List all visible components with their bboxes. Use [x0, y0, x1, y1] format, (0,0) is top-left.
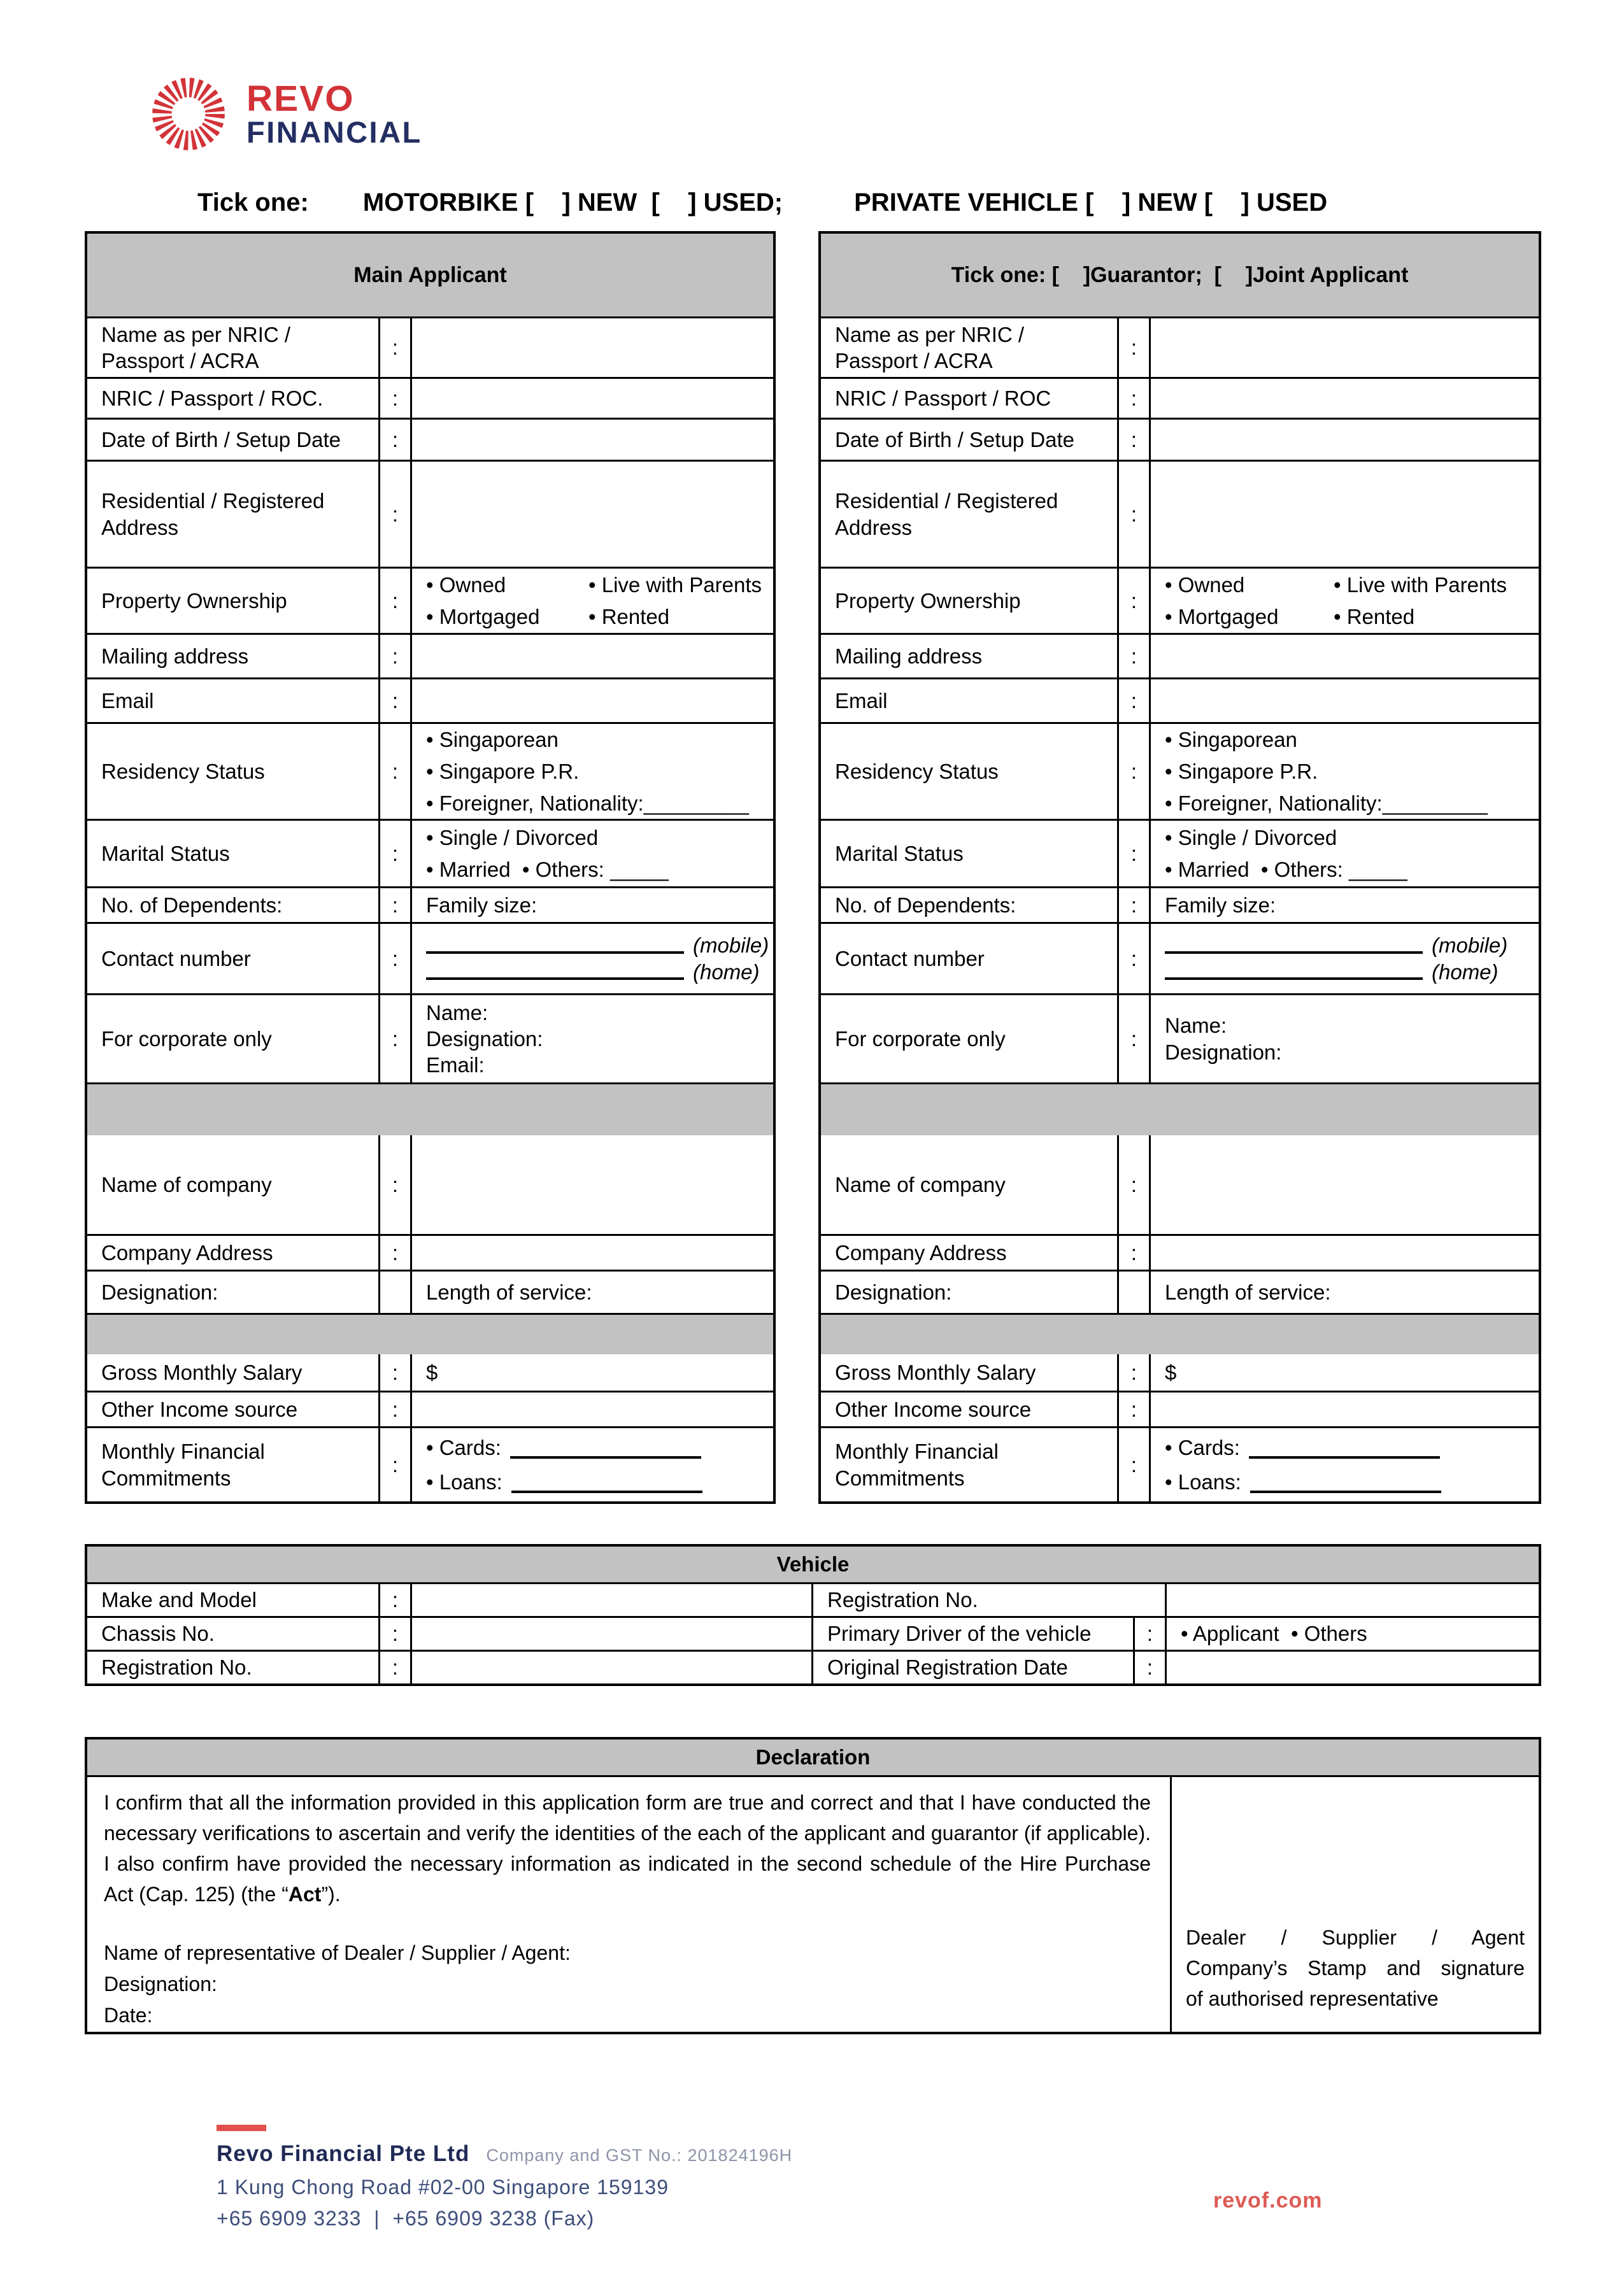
designation-label: Designation:	[835, 1280, 952, 1304]
colon: :	[378, 462, 410, 567]
other-income-label: Other Income source	[835, 1397, 1032, 1421]
row-dependents	[87, 886, 773, 922]
row-marital	[821, 819, 1539, 886]
mobile-write-line[interactable]	[1165, 951, 1423, 954]
company-address-label: Company Address	[101, 1240, 273, 1265]
colon: :	[378, 1392, 410, 1426]
footer-accent-dash	[217, 2125, 266, 2131]
residency-label: Residency Status	[835, 759, 999, 783]
employment-header	[87, 1084, 773, 1135]
designation-label: Designation:	[101, 1280, 218, 1304]
cards-write-line[interactable]	[510, 1456, 701, 1459]
financial-header	[821, 1315, 1539, 1354]
loans-label: • Loans:	[426, 1470, 502, 1494]
row-designation	[821, 1270, 1539, 1313]
contact-label: Contact number	[101, 946, 251, 970]
corporate-label: For corporate only	[101, 1026, 272, 1051]
mobile-write-line[interactable]	[426, 951, 684, 954]
opt-foreigner[interactable]: • Foreigner, Nationality:_________	[426, 791, 749, 815]
colon: :	[1117, 1428, 1149, 1501]
rep-date-line[interactable]: Date:	[104, 2004, 153, 2027]
colon: :	[378, 1584, 410, 1616]
row-mailing	[821, 633, 1539, 677]
declaration-header-row	[87, 1740, 1539, 1775]
colon: :	[378, 924, 410, 993]
mailing-label: Mailing address	[101, 644, 249, 668]
footer-company-line	[217, 2141, 1535, 2167]
home-tag: (home)	[693, 960, 760, 984]
mailing-field[interactable]	[410, 635, 773, 677]
dependents-label: No. of Dependents:	[835, 893, 1016, 917]
footer-address: 1 Kung Chong Road #02-00 Singapore 159139	[217, 2176, 669, 2199]
colon: :	[378, 1236, 410, 1270]
colon: :	[378, 569, 410, 633]
corporate-name[interactable]: Name:	[1165, 1014, 1227, 1038]
financial-header	[87, 1315, 773, 1354]
address-label: Residential / Registered Address	[835, 489, 1058, 539]
email-field[interactable]	[1149, 679, 1539, 722]
email-label: Email	[101, 688, 154, 712]
registration-field[interactable]	[410, 1652, 811, 1683]
vehicle-table	[85, 1544, 1541, 1686]
row-address	[87, 460, 773, 567]
row-dependents	[821, 886, 1539, 922]
opt-singapore-pr[interactable]: • Singapore P.R.	[426, 759, 580, 783]
opt-owned[interactable]: • Owned	[1165, 572, 1245, 597]
company-field[interactable]	[410, 1135, 773, 1234]
mailing-field[interactable]	[1149, 635, 1539, 677]
applicant-tables	[85, 231, 1624, 1504]
family-size-field[interactable]: Family size:	[1149, 888, 1539, 922]
row-dob	[87, 418, 773, 460]
row-property-ownership	[87, 567, 773, 633]
opt-live-with-parents[interactable]: • Live with Parents	[1334, 572, 1507, 597]
opt-single-divorced[interactable]: • Single / Divorced	[426, 825, 599, 849]
vehicle-type-tick-line	[0, 188, 1624, 217]
row-name	[87, 316, 773, 377]
company-label: Name of company	[835, 1172, 1006, 1196]
cards-label: • Cards:	[1165, 1435, 1240, 1459]
corporate-designation[interactable]: Designation:	[1165, 1040, 1282, 1064]
colon: :	[378, 379, 410, 418]
commitments-fields	[410, 1428, 773, 1501]
logo-line-financial: FINANCIAL	[246, 115, 422, 150]
opt-married-others[interactable]: • Married • Others: _____	[1165, 857, 1407, 881]
financial-header-row	[821, 1313, 1539, 1352]
act-bold: Act	[288, 1883, 322, 1906]
row-designation	[87, 1270, 773, 1313]
company-field[interactable]	[1149, 1135, 1539, 1234]
page-footer	[217, 2125, 1535, 2230]
chassis-field[interactable]	[410, 1618, 811, 1650]
row-make-model	[87, 1582, 1539, 1616]
opt-mortgaged[interactable]: • Mortgaged	[1165, 604, 1279, 628]
opt-live-with-parents[interactable]: • Live with Parents	[588, 572, 762, 597]
colon: :	[1117, 1236, 1149, 1270]
tick-one-label: Tick one:	[197, 188, 309, 216]
marital-label: Marital Status	[101, 841, 230, 865]
colon: :	[378, 318, 410, 377]
corporate-email[interactable]: Email:	[426, 1053, 485, 1077]
private-vehicle-checkboxes[interactable]: PRIVATE VEHICLE [ ] NEW [ ] USED	[854, 188, 1328, 216]
row-name	[821, 316, 1539, 377]
mobile-tag: (mobile)	[1432, 933, 1508, 958]
colon-empty	[378, 1272, 410, 1313]
colon: :	[378, 995, 410, 1082]
representative-lines	[104, 1938, 1151, 2031]
length-of-service-field[interactable]: Length of service:	[1149, 1272, 1539, 1313]
registration-no-field[interactable]	[1165, 1584, 1539, 1616]
colon: :	[1117, 379, 1149, 418]
vehicle-header-row	[87, 1547, 1539, 1582]
employment-header-row	[87, 1082, 773, 1133]
row-other-income	[87, 1391, 773, 1426]
opt-singaporean[interactable]: • Singaporean	[426, 727, 559, 751]
orig-reg-date-field[interactable]	[1165, 1652, 1539, 1683]
registration-no-label: Registration No.	[811, 1584, 1165, 1616]
corporate-fields[interactable]	[1149, 995, 1539, 1082]
colon: :	[1117, 924, 1149, 993]
rep-name-line[interactable]: Name of representative of Dealer / Supplier / Agent:	[104, 1941, 571, 1964]
declaration-table	[85, 1737, 1541, 2034]
vehicle-header: Vehicle	[87, 1547, 1539, 1582]
row-email	[87, 677, 773, 722]
cards-write-line[interactable]	[1249, 1456, 1440, 1459]
nric-label: NRIC / Passport / ROC.	[101, 386, 324, 410]
financial-header-row	[87, 1313, 773, 1352]
opt-owned[interactable]: • Owned	[426, 572, 506, 597]
declaration-body	[87, 1775, 1539, 2032]
main-applicant-table	[85, 231, 776, 1504]
declaration-text-cell	[87, 1777, 1170, 2032]
row-chassis	[87, 1616, 1539, 1650]
corporate-name[interactable]: Name:	[426, 1000, 488, 1024]
starburst-icon	[150, 75, 227, 153]
length-of-service-field[interactable]: Length of service:	[410, 1272, 773, 1313]
property-options[interactable]	[410, 569, 773, 633]
colon: :	[1117, 679, 1149, 722]
property-label: Property Ownership	[835, 588, 1021, 613]
company-label: Name of company	[101, 1172, 272, 1196]
stamp-cell[interactable]: Dealer / Supplier / Agent Company’s Stamp and signature of authorised representative	[1170, 1777, 1539, 2032]
guarantor-header[interactable]: Tick one: [ ]Guarantor; [ ]Joint Applicant	[821, 234, 1539, 316]
salary-field[interactable]: $	[410, 1354, 773, 1391]
nric-field[interactable]	[410, 379, 773, 418]
row-nric	[821, 377, 1539, 418]
main-applicant-header: Main Applicant	[87, 234, 773, 316]
make-model-field[interactable]	[410, 1584, 811, 1616]
row-marital	[87, 819, 773, 886]
other-income-field[interactable]	[1149, 1392, 1539, 1426]
row-commitments	[87, 1426, 773, 1501]
colon: :	[1117, 1135, 1149, 1234]
colon: :	[378, 1428, 410, 1501]
address-label: Residential / Registered Address	[101, 489, 325, 539]
row-company-address	[821, 1234, 1539, 1270]
chassis-label: Chassis No.	[101, 1622, 215, 1646]
opt-mortgaged[interactable]: • Mortgaged	[426, 604, 540, 628]
name-field[interactable]	[1149, 318, 1539, 377]
commitments-label: Monthly Financial Commitments	[835, 1440, 999, 1490]
contact-label: Contact number	[835, 946, 985, 970]
dob-field[interactable]	[1149, 420, 1539, 460]
row-contact	[821, 922, 1539, 993]
contact-fields	[1149, 924, 1539, 993]
name-label: Name as per NRIC / Passport / ACRA	[835, 322, 1025, 372]
employment-header-row	[821, 1082, 1539, 1133]
colon: :	[378, 679, 410, 722]
dob-field[interactable]	[410, 420, 773, 460]
residency-options[interactable]	[1149, 724, 1539, 819]
opt-singaporean[interactable]: • Singaporean	[1165, 727, 1297, 751]
colon: :	[378, 1354, 410, 1391]
main-applicant-header-row	[87, 234, 773, 316]
loans-label: • Loans:	[1165, 1470, 1241, 1494]
commitments-fields	[1149, 1428, 1539, 1501]
footer-gst: Company and GST No.: 201824196H	[486, 2146, 793, 2165]
salary-field[interactable]: $	[1149, 1354, 1539, 1391]
salary-label: Gross Monthly Salary	[101, 1360, 303, 1384]
colon: :	[378, 724, 410, 819]
colon: :	[1117, 318, 1149, 377]
declaration-paragraph: I confirm that all the information provided in this application form are true and correct and that I have conducted the necessary verifications to ascertain and verify the identities of the each of the applicant and guarantor (if applicable). I also confirm have provided the necessary information as indicated in the second schedule of the Hire Purchase Act (Cap. 125) (the “Act”).	[104, 1791, 1151, 1906]
orig-reg-date-label: Original Registration Date	[811, 1652, 1133, 1683]
guarantor-header-row	[821, 234, 1539, 316]
colon: :	[1133, 1618, 1165, 1650]
mobile-tag: (mobile)	[693, 933, 769, 958]
row-email	[821, 677, 1539, 722]
row-company	[87, 1133, 773, 1234]
nric-label: NRIC / Passport / ROC	[835, 386, 1051, 410]
row-corporate	[821, 993, 1539, 1082]
colon: :	[1133, 1652, 1165, 1683]
dependents-label: No. of Dependents:	[101, 893, 283, 917]
colon: :	[1117, 1392, 1149, 1426]
property-options[interactable]	[1149, 569, 1539, 633]
loans-write-line[interactable]	[511, 1491, 702, 1493]
colon: :	[378, 635, 410, 677]
logo-wordmark	[246, 80, 422, 148]
dob-label: Date of Birth / Setup Date	[101, 427, 341, 451]
company-address-field[interactable]	[1149, 1236, 1539, 1270]
email-label: Email	[835, 688, 888, 712]
family-size-field[interactable]: Family size:	[410, 888, 773, 922]
marital-label: Marital Status	[835, 841, 964, 865]
row-mailing	[87, 633, 773, 677]
make-model-label: Make and Model	[101, 1588, 257, 1612]
primary-driver-label: Primary Driver of the vehicle	[811, 1618, 1133, 1650]
property-label: Property Ownership	[101, 588, 287, 613]
corporate-designation[interactable]: Designation:	[426, 1026, 543, 1051]
residency-label: Residency Status	[101, 759, 265, 783]
row-dob	[821, 418, 1539, 460]
colon: :	[1117, 420, 1149, 460]
row-property-ownership	[821, 567, 1539, 633]
marital-options[interactable]	[410, 821, 773, 886]
colon: :	[378, 1618, 410, 1650]
registration-label: Registration No.	[101, 1655, 252, 1680]
row-nric	[87, 377, 773, 418]
declaration-header: Declaration	[87, 1740, 1539, 1775]
colon: :	[1117, 995, 1149, 1082]
colon: :	[378, 420, 410, 460]
name-label: Name as per NRIC / Passport / ACRA	[101, 322, 291, 372]
motorbike-checkboxes[interactable]: MOTORBIKE [ ] NEW [ ] USED;	[362, 188, 783, 216]
footer-phone: +65 6909 3233 | +65 6909 3238 (Fax)	[217, 2207, 595, 2230]
colon: :	[1117, 569, 1149, 633]
opt-single-divorced[interactable]: • Single / Divorced	[1165, 825, 1337, 849]
opt-rented[interactable]: • Rented	[1334, 604, 1415, 628]
loans-write-line[interactable]	[1250, 1491, 1441, 1493]
colon: :	[1117, 724, 1149, 819]
colon: :	[1117, 821, 1149, 886]
dob-label: Date of Birth / Setup Date	[835, 427, 1075, 451]
primary-driver-options[interactable]: • Applicant • Others	[1165, 1618, 1539, 1650]
residency-options[interactable]	[410, 724, 773, 819]
row-address	[821, 460, 1539, 567]
row-contact	[87, 922, 773, 993]
employment-header	[821, 1084, 1539, 1135]
home-tag: (home)	[1432, 960, 1499, 984]
colon: :	[378, 888, 410, 922]
company-logo	[150, 75, 1624, 153]
rep-designation-line[interactable]: Designation:	[104, 1973, 217, 1995]
name-field[interactable]	[410, 318, 773, 377]
other-income-label: Other Income source	[101, 1397, 298, 1421]
salary-label: Gross Monthly Salary	[835, 1360, 1036, 1384]
home-write-line[interactable]	[1165, 977, 1423, 980]
corporate-fields[interactable]	[410, 995, 773, 1082]
other-income-field[interactable]	[410, 1392, 773, 1426]
row-residency	[821, 722, 1539, 819]
colon: :	[378, 821, 410, 886]
colon-empty	[1117, 1272, 1149, 1313]
row-corporate	[87, 993, 773, 1082]
row-company	[821, 1133, 1539, 1234]
colon: :	[1117, 462, 1149, 567]
company-address-field[interactable]	[410, 1236, 773, 1270]
company-address-label: Company Address	[835, 1240, 1007, 1265]
footer-website-link[interactable]: revof.com	[1213, 2188, 1323, 2213]
nric-field[interactable]	[1149, 379, 1539, 418]
row-residency	[87, 722, 773, 819]
logo-line-revo: REVO	[246, 78, 355, 119]
colon: :	[1117, 635, 1149, 677]
address-field[interactable]	[1149, 462, 1539, 567]
row-registration	[87, 1650, 1539, 1683]
cards-label: • Cards:	[426, 1435, 501, 1459]
colon: :	[378, 1135, 410, 1234]
marital-options[interactable]	[1149, 821, 1539, 886]
colon: :	[1117, 888, 1149, 922]
commitments-label: Monthly Financial Commitments	[101, 1440, 265, 1490]
colon: :	[1117, 1354, 1149, 1391]
address-field[interactable]	[410, 462, 773, 567]
home-write-line[interactable]	[426, 977, 684, 980]
opt-married-others[interactable]: • Married • Others: _____	[426, 857, 669, 881]
row-commitments	[821, 1426, 1539, 1501]
opt-foreigner[interactable]: • Foreigner, Nationality:_________	[1165, 791, 1488, 815]
row-company-address	[87, 1234, 773, 1270]
colon: :	[378, 1652, 410, 1683]
row-salary	[87, 1352, 773, 1391]
corporate-label: For corporate only	[835, 1026, 1006, 1051]
guarantor-table	[818, 231, 1541, 1504]
opt-rented[interactable]: • Rented	[588, 604, 670, 628]
opt-singapore-pr[interactable]: • Singapore P.R.	[1165, 759, 1318, 783]
contact-fields	[410, 924, 779, 993]
footer-company-name: Revo Financial Pte Ltd	[217, 2141, 470, 2166]
row-other-income	[821, 1391, 1539, 1426]
email-field[interactable]	[410, 679, 773, 722]
row-salary	[821, 1352, 1539, 1391]
mailing-label: Mailing address	[835, 644, 983, 668]
